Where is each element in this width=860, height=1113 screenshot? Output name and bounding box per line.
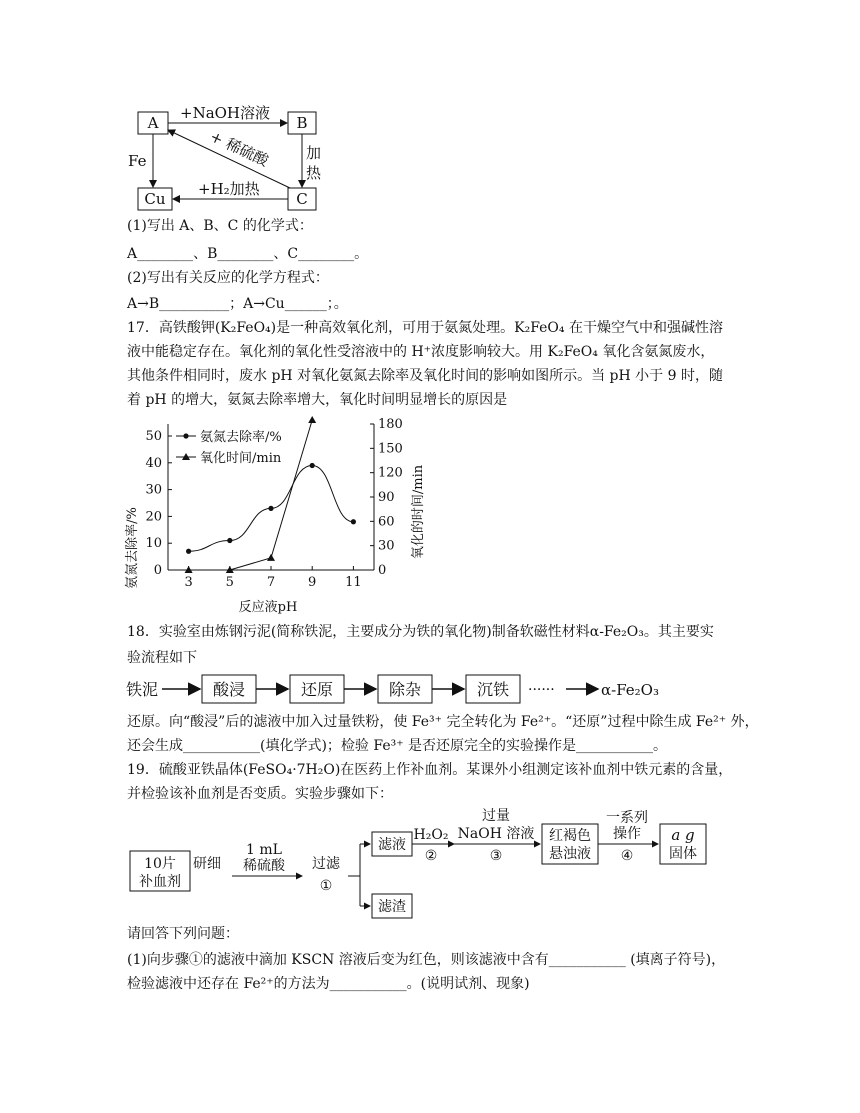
series-oxidation-time-point xyxy=(308,416,316,423)
flow18-step-2: 还原 xyxy=(300,680,334,699)
q17-line3: 其他条件相同时，废水 pH 对氧化氨氮去除率及氧化时间的影响如图所示。当 pH 小于 9 时，随 xyxy=(127,368,723,384)
chart-y2-tick-label: 150 xyxy=(378,441,403,457)
chart-y2-tick-label: 60 xyxy=(378,514,395,530)
q17-line4: 着 pH 的增大，氨氮去除率增大，氧化时间明显增长的原因是 xyxy=(127,392,508,408)
series-removal-rate-point xyxy=(351,519,356,524)
legend-series-2: 氧化时间/min xyxy=(200,451,282,466)
chart-y-tick-label: 30 xyxy=(145,482,162,498)
node-a-label: A xyxy=(147,114,159,132)
q16-part2-blanks: A→B__________；A→Cu______；。 xyxy=(127,296,348,312)
chart-y2-tick-label: 120 xyxy=(378,465,403,481)
flow19-start-2: 补血剂 xyxy=(139,874,181,890)
flow19-ops-1: 一系列 xyxy=(606,810,648,826)
label-b-to-c-1: 加 xyxy=(306,144,322,162)
flow19-step2: ② xyxy=(424,848,438,864)
chart-y2-tick-label: 0 xyxy=(378,563,387,578)
flow18-step-3: 除杂 xyxy=(388,680,422,699)
q17-line1: 17．高铁酸钾(K₂FeO₄)是一种高效氧化剂，可用于氨氮处理。K₂FeO₄ 在干燥空气中和强碱性溶 xyxy=(127,320,723,336)
chart-y-tick-label: 0 xyxy=(153,563,162,578)
q18-line2: 验流程如下 xyxy=(127,650,197,666)
flow19-acid-2: 稀硫酸 xyxy=(243,858,285,874)
flow19-grind: 研细 xyxy=(193,856,221,872)
q16-part2: (2)写出有关反应的化学方程式： xyxy=(127,270,329,286)
chart-x-label: 反应液pH xyxy=(238,600,298,615)
flow19-filtrate: 滤液 xyxy=(378,837,406,853)
reaction-diagram xyxy=(120,100,340,215)
q19-prompt: 请回答下列问题： xyxy=(127,926,239,942)
chart-x-tick-label: 5 xyxy=(225,575,234,590)
q18-line3: 还原。向“酸浸”后的滤液中加入过量铁粉，使 Fe³⁺ 完全转化为 Fe²⁺。“还原”过程中除生成 Fe²⁺ 外， xyxy=(127,714,759,730)
chart-x-tick-label: 7 xyxy=(266,575,276,590)
flow19-filter: 过滤 xyxy=(312,856,340,872)
node-c-label: C xyxy=(296,190,308,208)
chart-y2-tick-label: 90 xyxy=(378,490,395,505)
label-a-to-cu: Fe xyxy=(128,152,147,170)
flow18-step-1: 酸浸 xyxy=(212,680,246,699)
q19-sub1-line2: 检验滤液中还存在 Fe²⁺的方法为___________。(说明试剂、现象) xyxy=(127,976,530,992)
q18-line1: 18．实验室由炼钢污泥(简称铁泥，主要成分为铁的氧化物)制备软磁性材料α-Fe₂O₃。其主要实 xyxy=(127,624,714,640)
q19-line2: 并检验该补血剂是否变质。实验步骤如下： xyxy=(127,786,393,802)
node-b-label: B xyxy=(296,114,308,132)
chart-y-tick-label: 10 xyxy=(145,536,162,552)
q17-line2: 液中能稳定存在。氧化剂的氧化性受溶液中的 H⁺浓度影响较大。用 K₂FeO₄ 氧化含氨氮废水， xyxy=(127,344,715,360)
flow19-suspension-1: 红褐色 xyxy=(549,828,591,844)
q18-line4: 还会生成___________(填化学式)；检验 Fe³⁺ 是否还原完全的实验操作是___________。 xyxy=(127,738,668,754)
label-c-to-a: + 稀硫酸 xyxy=(207,127,272,170)
flow19-solid-1: a g xyxy=(671,826,695,844)
label-a-to-b: +NaOH溶液 xyxy=(180,104,271,122)
flow19-residue: 滤渣 xyxy=(378,899,406,915)
flow19-h2o2: H₂O₂ xyxy=(413,827,449,843)
chart-y-tick-label: 20 xyxy=(145,509,162,525)
flow18-step-4: 沉铁 xyxy=(476,680,510,699)
q18-flowchart xyxy=(124,670,684,710)
flow19-step4: ④ xyxy=(620,848,634,864)
flow19-suspension-2: 悬浊液 xyxy=(549,846,591,862)
flow19-naoh-1: 过量 xyxy=(482,808,510,824)
q19-line1: 19．硫酸亚铁晶体(FeSO₄·7H₂O)在医药上作补血剂。某课外小组测定该补血剂中铁元素的含量， xyxy=(127,762,733,778)
series-removal-rate-point xyxy=(186,549,191,554)
chart-x-tick-label: 3 xyxy=(184,575,193,590)
chart-y-label: 氨氮去除率/% xyxy=(125,507,140,589)
flow18-product: α-Fe₂O₃ xyxy=(601,681,659,699)
flow19-step1: ① xyxy=(319,878,333,894)
series-oxidation-time-point xyxy=(267,554,275,561)
label-c-to-cu: +H₂加热 xyxy=(198,180,260,198)
chart-x-tick-label: 9 xyxy=(308,575,317,590)
series-removal-rate-point xyxy=(268,506,273,511)
chart-y-tick-label: 50 xyxy=(145,429,162,444)
flow19-step3: ③ xyxy=(489,848,503,864)
flow19-naoh-2: NaOH 溶液 xyxy=(457,826,535,842)
legend-series-1: 氨氮去除率/% xyxy=(200,430,282,445)
flow19-ops-2: 操作 xyxy=(613,826,641,842)
q19-flowchart xyxy=(124,806,724,924)
q16-part1-blanks: A________、B________、C________。 xyxy=(127,246,369,262)
flow18-start: 铁泥 xyxy=(126,680,159,699)
chart-x-tick-label: 11 xyxy=(345,575,362,590)
node-cu-label: Cu xyxy=(144,190,166,208)
flow19-start-1: 10片 xyxy=(144,856,176,872)
flow19-solid-2: 固体 xyxy=(669,846,697,862)
flow18-ellipsis: ······ xyxy=(528,682,555,698)
q16-part1: (1)写出 A、B、C 的化学式： xyxy=(127,218,313,234)
chart-y-tick-label: 40 xyxy=(145,455,162,471)
chart-y2-label: 氧化的时间/min xyxy=(411,464,426,560)
q19-sub1-line1: (1)向步骤①的滤液中滴加 KSCN 溶液后变为红色，则该滤液中含有___________ (填离子符号)， xyxy=(127,952,726,968)
series-removal-rate-point xyxy=(227,538,232,543)
chart-y2-tick-label: 30 xyxy=(378,538,395,554)
ph-effect-chart xyxy=(120,416,440,616)
label-b-to-c-2: 热 xyxy=(306,164,322,182)
chart-y2-tick-label: 180 xyxy=(378,417,403,432)
flow19-acid-1: 1 mL xyxy=(246,842,282,858)
series-removal-rate-point xyxy=(310,463,315,468)
